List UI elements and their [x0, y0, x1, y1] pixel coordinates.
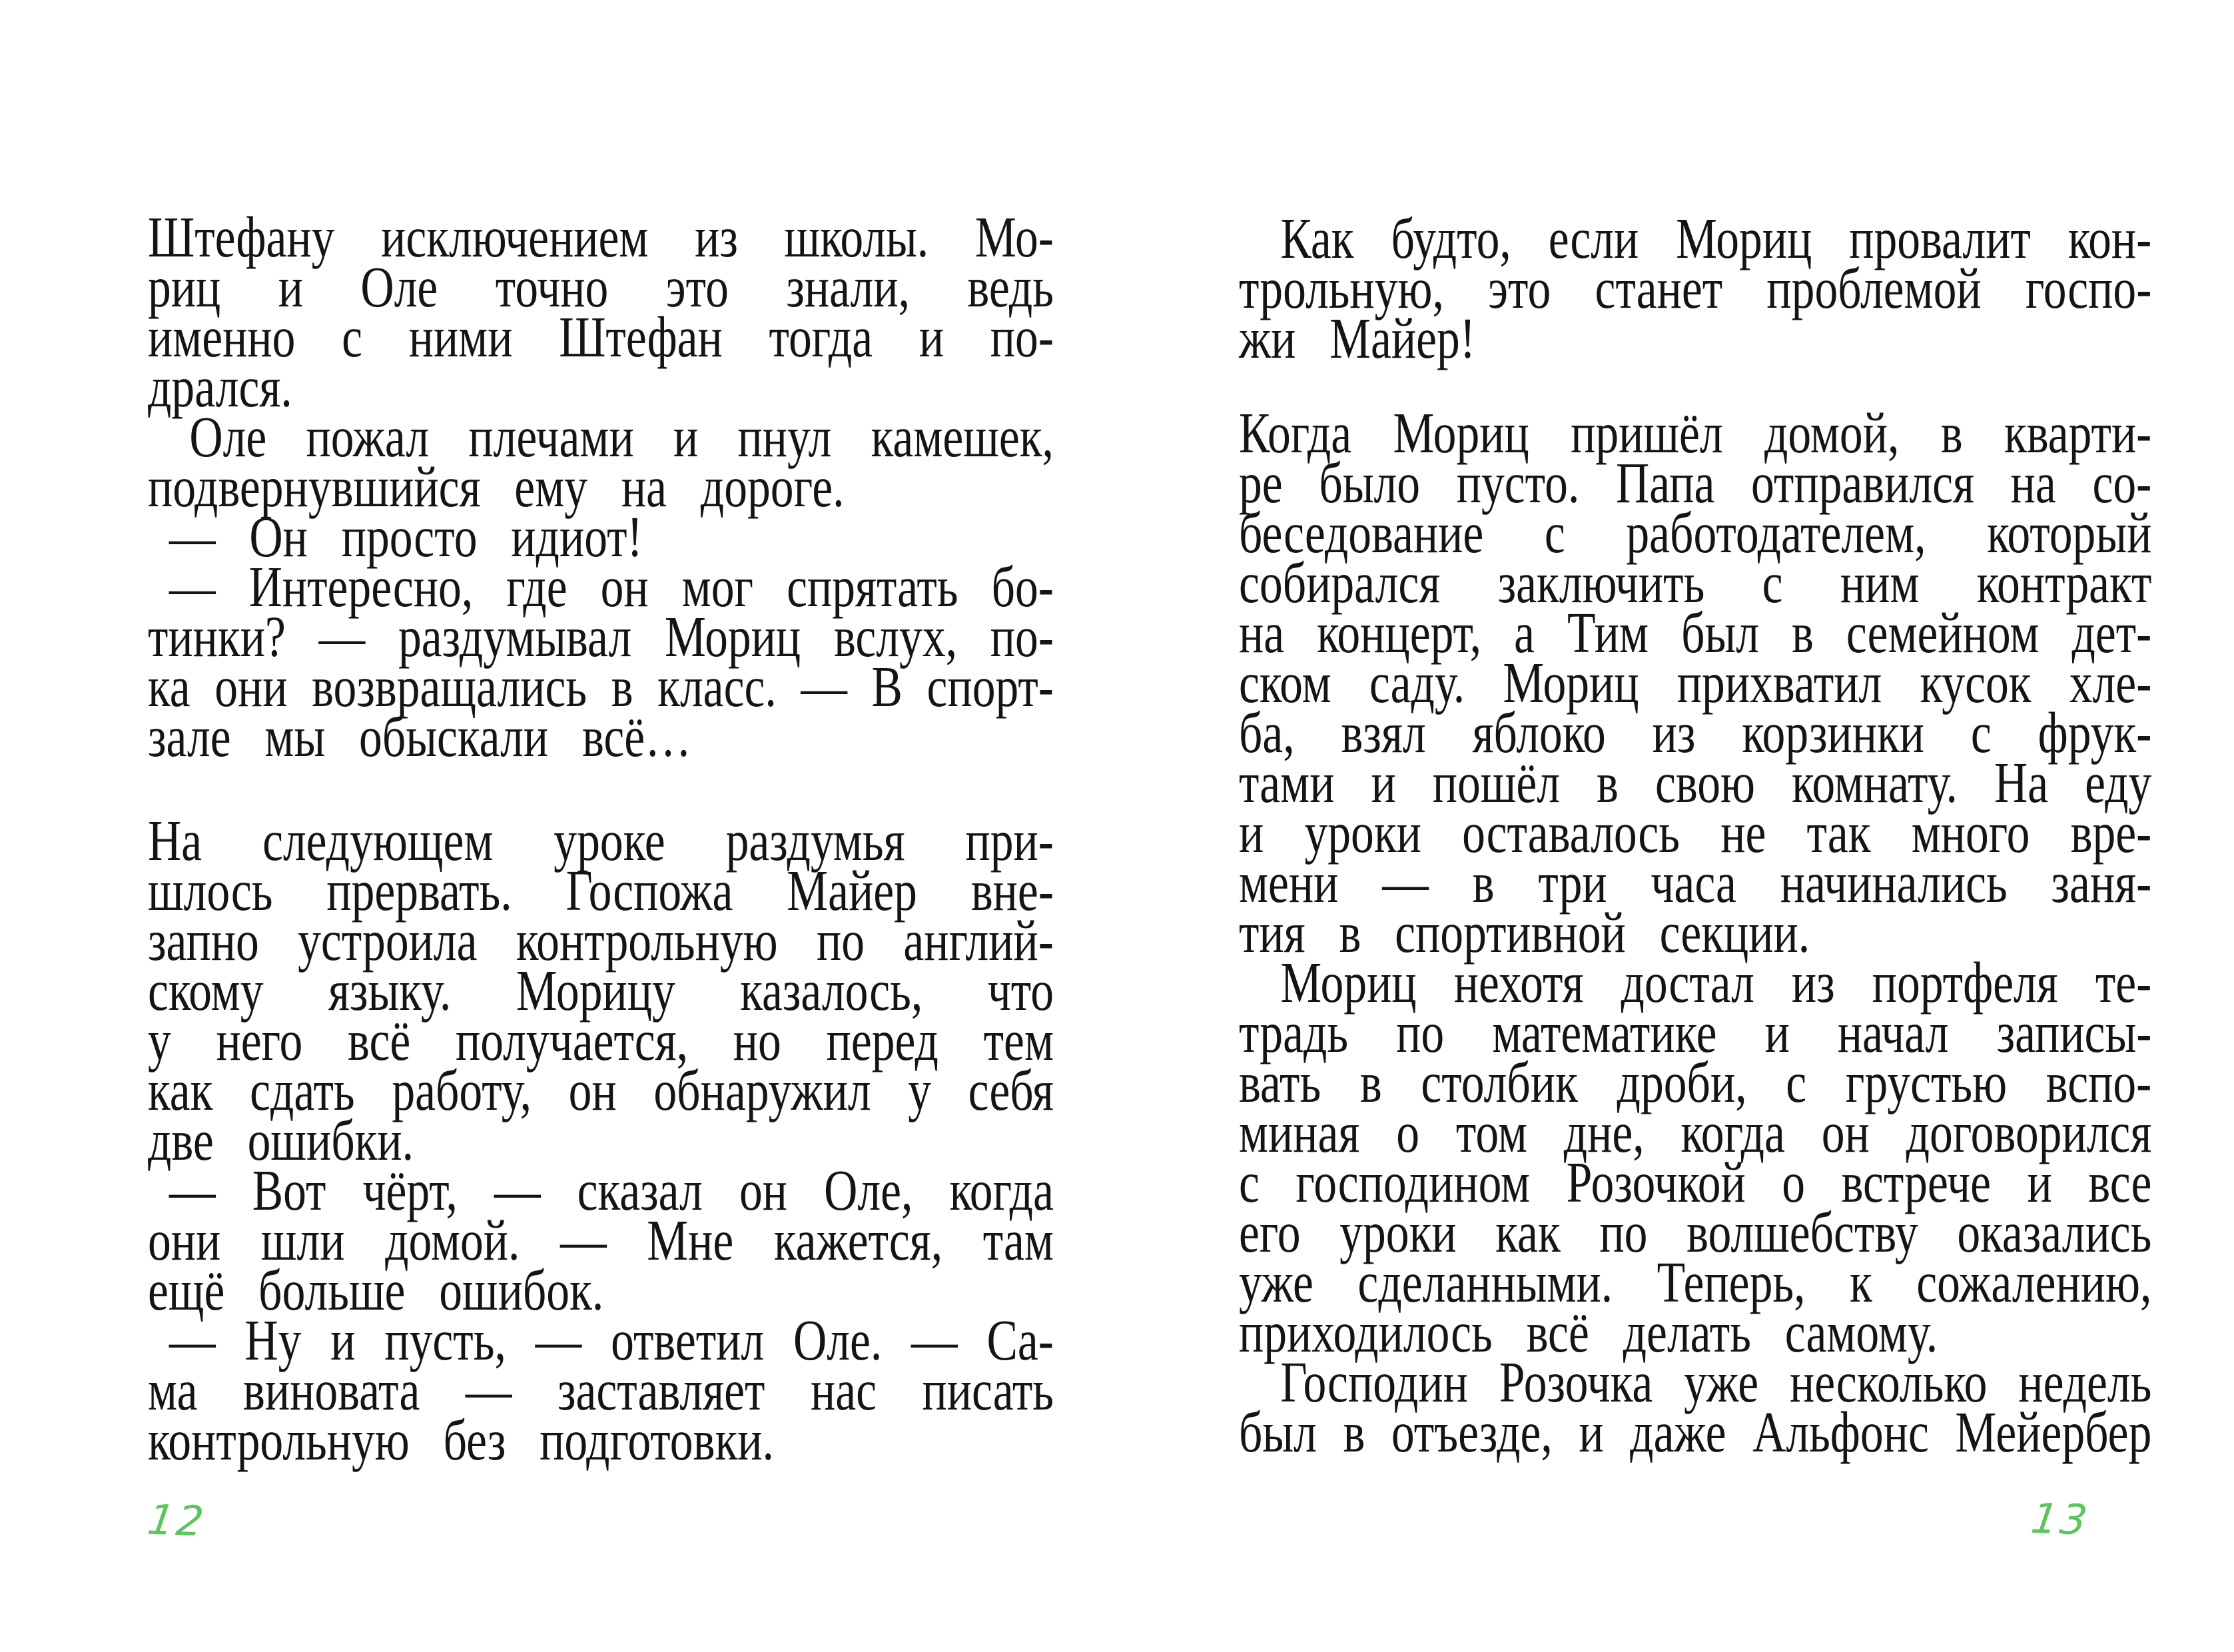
word: был — [1681, 600, 1759, 665]
word: пусть, — [384, 1308, 506, 1372]
word: заключить — [1497, 550, 1705, 615]
word: кон- — [2067, 206, 2152, 270]
word: Мо- — [974, 205, 1054, 269]
word: миная — [1239, 1100, 1360, 1164]
word: будто, — [1391, 206, 1511, 270]
word: Ну — [244, 1308, 302, 1372]
word: саду. — [1369, 650, 1465, 715]
word: и — [1764, 1000, 1790, 1064]
word: — — [535, 1308, 582, 1372]
word: вре- — [2070, 800, 2152, 865]
word: яблоко — [1472, 700, 1606, 765]
word: на — [1239, 600, 1285, 665]
word: начинались — [1780, 850, 2008, 915]
word: школы. — [784, 205, 929, 269]
word: Мориц — [1676, 206, 1812, 270]
paragraph-gap — [148, 761, 1054, 815]
word: и — [1239, 800, 1264, 865]
word: все — [2088, 1150, 2152, 1214]
text-line: жи Майер! — [1239, 306, 1476, 370]
text-line: контрольную без подготовки. — [148, 1408, 774, 1472]
word: камешек, — [871, 404, 1054, 469]
word: в — [1359, 1050, 1382, 1114]
word: Альфонс — [1752, 1400, 1929, 1464]
text-line: две ошибки. — [148, 1108, 414, 1172]
word: Розочкой — [1566, 1150, 1746, 1214]
word: начал — [1837, 1000, 1949, 1064]
word: корзинки — [1742, 700, 1925, 765]
word: много — [1911, 800, 2030, 865]
word: а — [1514, 600, 1535, 665]
word: с — [1239, 1150, 1260, 1214]
word: чёрт, — [362, 1158, 458, 1222]
word: именно — [148, 304, 296, 369]
word: ним — [1840, 550, 1920, 615]
word: Когда — [1239, 400, 1352, 465]
word: пусто. — [1456, 450, 1580, 515]
word: Мне — [647, 1208, 734, 1272]
word: контрольную — [516, 908, 778, 973]
word: мог — [681, 554, 754, 619]
word: вать — [1239, 1050, 1321, 1114]
word: В — [871, 654, 903, 719]
word: Как — [1280, 206, 1354, 270]
word: обнаружил — [653, 1058, 871, 1122]
word: перед — [826, 1008, 938, 1072]
word: оставалось — [1462, 800, 1680, 865]
word: часа — [1651, 850, 1736, 915]
text-line — [1239, 1400, 2152, 1464]
word: пнул — [737, 404, 832, 469]
word: пожал — [306, 404, 430, 469]
word: тинки? — [148, 604, 286, 669]
word: волшебству — [1686, 1200, 1918, 1264]
word: Папа — [1616, 450, 1715, 515]
word: с — [1970, 700, 1992, 765]
word: проблемой — [1766, 256, 1982, 320]
word: и — [1579, 1400, 1604, 1464]
word: со- — [2092, 450, 2152, 515]
word: еду — [2085, 750, 2152, 815]
word: нас — [810, 1358, 877, 1422]
word: вспо- — [2046, 1050, 2152, 1114]
word: нехотя — [1453, 950, 1584, 1015]
word: Са- — [986, 1308, 1054, 1372]
word: Оле, — [824, 1158, 913, 1222]
left-page-text-column — [148, 205, 1054, 1472]
word: он — [568, 1058, 617, 1122]
word: и — [330, 1308, 356, 1372]
word: тем — [983, 1008, 1054, 1072]
word: традь — [1239, 1000, 1349, 1064]
word: казалось, — [740, 958, 923, 1023]
word: по — [1396, 1000, 1445, 1064]
word: беседование — [1239, 500, 1484, 565]
word: из — [1791, 950, 1835, 1015]
word: скому — [148, 958, 264, 1023]
word: где — [506, 554, 567, 619]
word: Майер — [787, 858, 917, 923]
word: контракт — [1976, 550, 2152, 615]
word: и — [278, 254, 303, 319]
word: достал — [1621, 950, 1754, 1015]
word: Господин — [1280, 1350, 1468, 1414]
word: его — [1239, 1200, 1301, 1264]
word: уже — [1239, 1250, 1313, 1314]
word: записы- — [1996, 1000, 2152, 1064]
word: — — [494, 1158, 541, 1222]
word: Мориц — [1280, 950, 1417, 1015]
word: себя — [968, 1058, 1054, 1122]
word: с — [1544, 500, 1565, 565]
word: как — [148, 1058, 213, 1122]
text-line: дрался. — [148, 354, 292, 419]
word: они — [148, 1208, 221, 1272]
word: — — [801, 654, 847, 719]
page-number-left: 12 — [145, 1495, 209, 1546]
word: языку. — [328, 958, 452, 1023]
word: устроила — [298, 908, 478, 973]
word: отправился — [1751, 450, 1975, 515]
word: семейном — [1846, 600, 2040, 665]
word: кварти- — [2004, 400, 2152, 465]
word: дет- — [2071, 600, 2152, 665]
word: уже — [1684, 1350, 1759, 1414]
word: писать — [922, 1358, 1054, 1422]
word: него — [216, 1008, 303, 1072]
word: сказал — [577, 1158, 703, 1222]
word: когда — [1680, 1100, 1785, 1164]
word: уроки — [1339, 1200, 1457, 1264]
word: раздумья — [725, 808, 905, 873]
word: по- — [990, 304, 1054, 369]
word: было — [1319, 450, 1421, 515]
word: дне, — [1563, 1100, 1645, 1164]
word: это — [665, 254, 729, 319]
word: госпо- — [2025, 256, 2152, 320]
word: в — [611, 654, 633, 719]
word: ма — [148, 1358, 198, 1422]
word: к — [1849, 1250, 1872, 1314]
word: сделанными. — [1357, 1250, 1613, 1314]
word: пошёл — [1432, 750, 1561, 815]
word: который — [1987, 500, 2152, 565]
word: в — [1343, 1400, 1365, 1464]
word: если — [1548, 206, 1639, 270]
word: он — [600, 554, 649, 619]
word: фрук- — [2038, 700, 2152, 765]
word: договорился — [1906, 1100, 2152, 1164]
word: он — [1821, 1100, 1870, 1164]
word: всё — [348, 1008, 411, 1072]
word: пришёл — [1571, 400, 1723, 465]
word: свою — [1655, 750, 1756, 815]
word: и — [919, 304, 944, 369]
word: Мориц — [1393, 400, 1529, 465]
word: Розочка — [1499, 1350, 1653, 1414]
word: шли — [260, 1208, 345, 1272]
word: три — [1538, 850, 1607, 915]
word: взял — [1341, 700, 1426, 765]
word: домой, — [1764, 400, 1900, 465]
word: Интересно, — [248, 554, 474, 619]
word: прихватил — [1676, 650, 1882, 715]
word: работодателем, — [1626, 500, 1926, 565]
word: о — [1782, 1150, 1806, 1214]
word: класс. — [657, 654, 777, 719]
word: станет — [1595, 256, 1723, 320]
word: Морицу — [516, 958, 675, 1023]
word: — — [169, 1158, 216, 1222]
word: англий- — [903, 908, 1054, 973]
word: Мориц — [1503, 650, 1639, 715]
word: — — [911, 1308, 958, 1372]
word: собирался — [1239, 550, 1441, 615]
word: из — [695, 205, 738, 269]
word: что — [987, 958, 1054, 1023]
word: портфеля — [1872, 950, 2058, 1015]
word: запно — [148, 908, 259, 973]
word: и — [673, 404, 699, 469]
right-page-text-column — [1239, 206, 2152, 1464]
word: Штефану — [148, 205, 335, 269]
word: столбик — [1421, 1050, 1578, 1114]
word: ответил — [611, 1308, 765, 1372]
word: но — [733, 1008, 781, 1072]
word: Госпожа — [565, 858, 733, 923]
word: комнату. — [1792, 750, 1958, 815]
word: — — [169, 554, 216, 619]
word: с — [342, 304, 363, 369]
word: — — [318, 604, 366, 669]
word: даже — [1630, 1400, 1726, 1464]
word: по — [1599, 1200, 1648, 1264]
text-line: ещё больше ошибок. — [148, 1258, 604, 1322]
word: вслух, — [833, 604, 958, 669]
word: так — [1806, 800, 1871, 865]
word: по- — [990, 604, 1054, 669]
word: при- — [965, 808, 1054, 873]
word: как — [1495, 1200, 1561, 1264]
word: и — [2027, 1150, 2052, 1214]
word: сожалению, — [1916, 1250, 2152, 1314]
word: вне- — [970, 858, 1054, 923]
word: о — [1396, 1100, 1420, 1164]
word: из — [1652, 700, 1696, 765]
word: на — [2010, 450, 2056, 515]
word: — — [560, 1208, 607, 1272]
word: Оле — [360, 254, 438, 319]
word: кажется, — [773, 1208, 943, 1272]
word: уроки — [1304, 800, 1421, 865]
word: исключением — [381, 205, 649, 269]
word: заставляет — [557, 1358, 765, 1422]
word: возвращались — [312, 654, 587, 719]
word: Тим — [1567, 600, 1649, 665]
word: провалит — [1849, 206, 2031, 270]
word: Штефан — [559, 304, 723, 369]
word: уроке — [554, 808, 665, 873]
word: у — [908, 1058, 931, 1122]
word: заня- — [2051, 850, 2152, 915]
word: встрече — [1841, 1150, 1992, 1214]
word: и — [1371, 750, 1396, 815]
word: в — [1940, 400, 1963, 465]
word: отъезде, — [1391, 1400, 1553, 1464]
page-number-right: 13 — [2028, 1493, 2093, 1545]
word: у — [148, 1008, 171, 1072]
word: с — [1762, 550, 1783, 615]
word: бо- — [991, 554, 1054, 619]
word: Оле. — [793, 1308, 883, 1372]
word: виновата — [242, 1358, 420, 1422]
word: Вот — [252, 1158, 326, 1222]
word: он — [739, 1158, 788, 1222]
word: был — [1239, 1400, 1317, 1464]
word: плечами — [468, 404, 634, 469]
word: тами — [1239, 750, 1335, 815]
word: кусок — [1920, 650, 2032, 715]
word: в — [1472, 850, 1495, 915]
word: том — [1455, 1100, 1527, 1164]
word: — — [1382, 850, 1429, 915]
word: по — [817, 908, 865, 973]
word: оказались — [1957, 1200, 2152, 1264]
word: Мейербер — [1955, 1400, 2152, 1464]
text-line: — Он просто идиот! — [169, 504, 643, 569]
word: хле- — [2069, 650, 2152, 715]
word: спрятать — [787, 554, 958, 619]
word: следующем — [262, 808, 494, 873]
text-line: тия в спортивной секции. — [1239, 900, 1810, 965]
word: когда — [949, 1158, 1054, 1222]
word: в — [1597, 750, 1619, 815]
word: прервать. — [326, 858, 512, 923]
word: концерт, — [1317, 600, 1482, 665]
word: ведь — [967, 254, 1054, 319]
word: недель — [2018, 1350, 2152, 1414]
word: домой. — [385, 1208, 520, 1272]
word: ре — [1239, 450, 1283, 515]
word: получается, — [456, 1008, 689, 1072]
word: раздумывал — [398, 604, 632, 669]
word: мени — [1239, 850, 1339, 915]
word: Оле — [189, 404, 267, 469]
word: знали, — [786, 254, 910, 319]
word: риц — [148, 254, 221, 319]
word: Теперь, — [1657, 1250, 1806, 1314]
word: ба, — [1239, 700, 1295, 765]
word: точно — [495, 254, 609, 319]
word: спорт- — [927, 654, 1054, 719]
word: ка — [148, 654, 190, 719]
word: они — [214, 654, 288, 719]
word: шлось — [148, 858, 273, 923]
word: сдать — [250, 1058, 355, 1122]
word: там — [982, 1208, 1054, 1272]
word: ском — [1239, 650, 1331, 715]
word: работу, — [392, 1058, 532, 1122]
word: несколько — [1790, 1350, 1988, 1414]
word: те- — [2095, 950, 2152, 1015]
word: ними — [408, 304, 513, 369]
word: На — [1994, 750, 2049, 815]
text-line: приходилось всё делать самому. — [1239, 1300, 1938, 1364]
word: с — [1786, 1050, 1807, 1114]
word: На — [148, 808, 202, 873]
word: грустью — [1845, 1050, 2008, 1114]
word: в — [1791, 600, 1814, 665]
text-line: подвернувшийся ему на дороге. — [148, 454, 845, 519]
text-line: зале мы обыскали всё… — [148, 704, 691, 769]
word: трольную, — [1239, 256, 1444, 320]
word: — — [169, 1308, 216, 1372]
word: математике — [1492, 1000, 1717, 1064]
word: Мориц — [664, 604, 801, 669]
word: тогда — [769, 304, 873, 369]
word: — — [465, 1358, 512, 1422]
word: дроби, — [1617, 1050, 1747, 1114]
word: господином — [1296, 1150, 1531, 1214]
word: это — [1488, 256, 1551, 320]
word: не — [1720, 800, 1766, 865]
